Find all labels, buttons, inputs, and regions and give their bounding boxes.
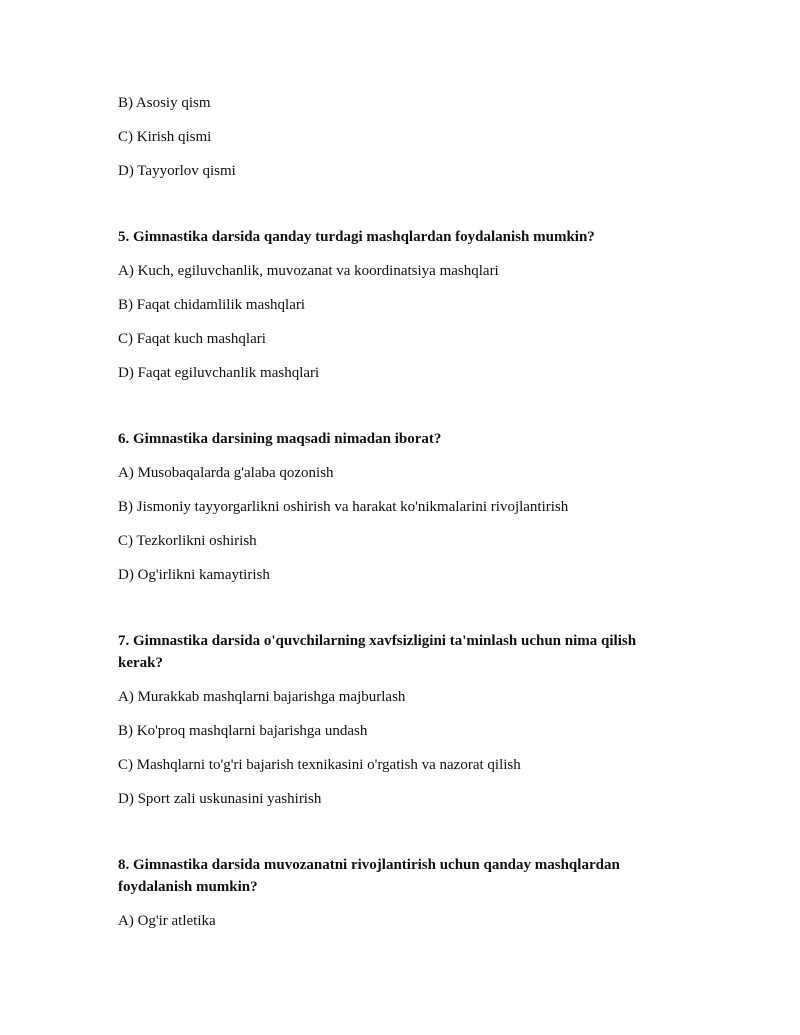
- spacer: [118, 822, 678, 854]
- answer-option: A) Kuch, egiluvchanlik, muvozanat va koordinatsiya mashqlari: [118, 263, 499, 279]
- question-8: [118, 854, 678, 932]
- question-text: 5. Gimnastika darsida qanday turdagi mashqlardan foydalanish mumkin?: [118, 229, 595, 245]
- answer-option: D) Sport zali uskunasini yashirish: [118, 791, 322, 807]
- answer-option: C) Faqat kuch mashqlari: [118, 331, 266, 347]
- question-6: [118, 428, 678, 586]
- question-text: 6. Gimnastika darsining maqsadi nimadan iborat?: [118, 431, 442, 447]
- answer-option: B) Ko'proq mashqlarni bajarishga undash: [118, 723, 368, 739]
- answer-option: B) Jismoniy tayyorgarlikni oshirish va harakat ko'nikmalarini rivojlantirish: [118, 499, 569, 515]
- answer-option: B) Faqat chidamlilik mashqlari: [118, 297, 306, 313]
- answer-option: C) Mashqlarni to'g'ri bajarish texnikasini o'rgatish va nazorat qilish: [118, 757, 521, 773]
- question-text: 7. Gimnastika darsida o'quvchilarning xavfsizligini ta'minlash uchun nima qilish kerak?: [118, 633, 637, 671]
- spacer: [118, 598, 678, 630]
- answer-option: D) Og'irlikni kamaytirish: [118, 567, 270, 583]
- spacer: [118, 194, 678, 226]
- document-page: [118, 92, 678, 944]
- question-5: [118, 226, 678, 384]
- question-text: 8. Gimnastika darsida muvozanatni rivojlantirish uchun qanday mashqlardan foydalanish mumkin?: [118, 857, 620, 895]
- question-7: [118, 630, 678, 810]
- answer-option: D) Tayyorlov qismi: [118, 163, 236, 179]
- answer-option: A) Musobaqalarda g'alaba qozonish: [118, 465, 334, 481]
- answer-option: C) Tezkorlikni oshirish: [118, 533, 257, 549]
- answer-option: D) Faqat egiluvchanlik mashqlari: [118, 365, 320, 381]
- answer-option: B) Asosiy qism: [118, 95, 211, 111]
- answer-option: C) Kirish qismi: [118, 129, 212, 145]
- spacer: [118, 396, 678, 428]
- answer-option: A) Murakkab mashqlarni bajarishga majburlash: [118, 689, 406, 705]
- question-4-continued: [118, 92, 678, 182]
- answer-option: A) Og'ir atletika: [118, 913, 216, 929]
